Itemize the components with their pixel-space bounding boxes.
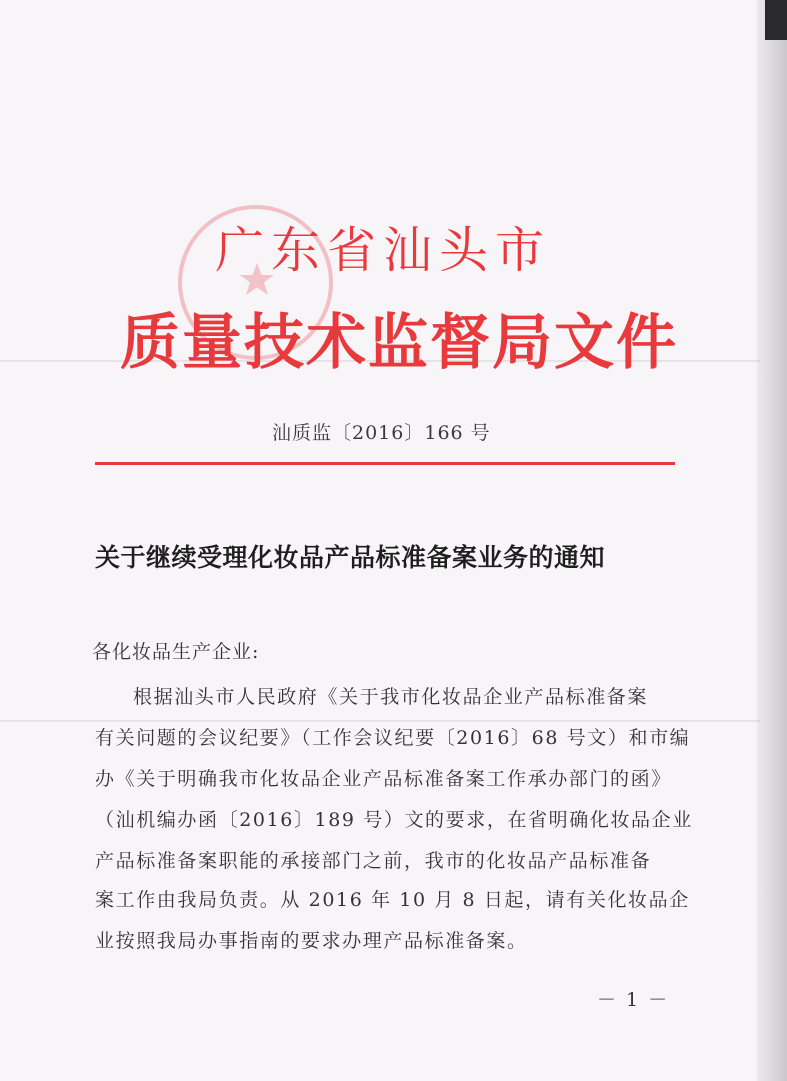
document-number: 汕质监〔2016〕166 号 — [272, 422, 491, 444]
scan-edge — [757, 0, 787, 1081]
body-line: 有关问题的会议纪要》（工作会议纪要〔2016〕68 号文）和市编 — [95, 727, 691, 749]
scan-corner — [765, 0, 787, 40]
salutation: 各化妆品生产企业: — [92, 641, 260, 663]
body-line: 业按照我局办事指南的要求办理产品标准备案。 — [95, 930, 528, 952]
body-line: 案工作由我局负责。从 2016 年 10 月 8 日起，请有关化妆品企 — [95, 889, 690, 911]
fold-line — [0, 720, 760, 722]
page-number: － 1 － — [597, 989, 670, 1011]
body-line: 产品标准备案职能的承接部门之前，我市的化妆品产品标准备 — [95, 850, 652, 872]
header-divider — [95, 462, 675, 465]
notice-title: 关于继续受理化妆品产品标准备案业务的通知 — [95, 543, 606, 572]
body-line: 根据汕头市人民政府《关于我市化妆品企业产品标准备案 — [133, 686, 649, 708]
issuer-name-line2: 质量技术监督局文件 — [120, 308, 678, 378]
body-line: 办《关于明确我市化妆品企业产品标准备案工作承办部门的函》 — [95, 768, 672, 790]
issuer-name-line1: 广东省汕头市 — [215, 222, 552, 279]
body-line: （汕机编办函〔2016〕189 号）文的要求，在省明确化妆品企业 — [95, 809, 693, 831]
